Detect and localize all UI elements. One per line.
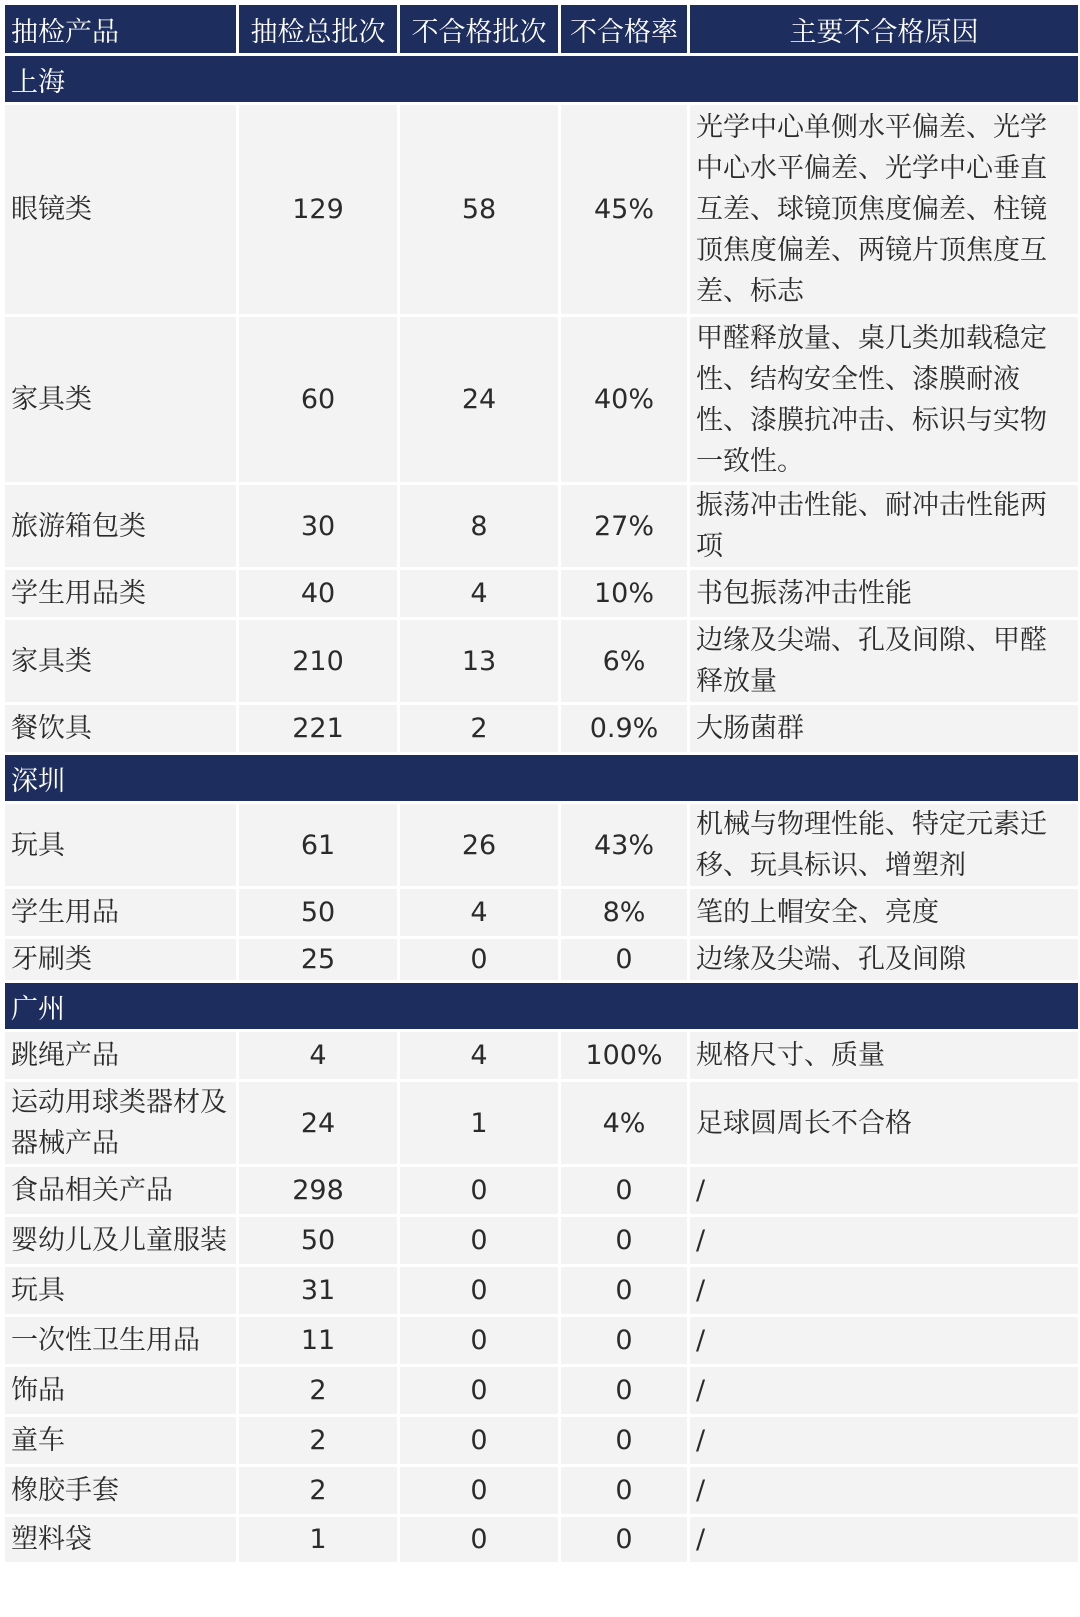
failure-rate-cell: 40% (561, 317, 687, 482)
product-cell: 橡胶手套 (5, 1467, 236, 1514)
product-cell: 一次性卫生用品 (5, 1317, 236, 1364)
product-cell: 童车 (5, 1417, 236, 1464)
region-label: 广州 (5, 983, 1078, 1029)
product-cell: 眼镜类 (5, 105, 236, 314)
failed-batches-cell: 13 (400, 620, 558, 702)
failed-batches-cell: 0 (400, 1167, 558, 1214)
failure-rate-cell: 100% (561, 1032, 687, 1079)
total-batches-cell: 129 (239, 105, 397, 314)
product-cell: 玩具 (5, 804, 236, 886)
reason-cell: 大肠菌群 (690, 705, 1078, 752)
header-row (5, 5, 1078, 53)
total-batches-cell: 298 (239, 1167, 397, 1214)
table-row (5, 1167, 1078, 1214)
total-batches-cell: 60 (239, 317, 397, 482)
failed-batches-cell: 0 (400, 1367, 558, 1414)
reason-cell: / (690, 1217, 1078, 1264)
failure-rate-cell: 6% (561, 620, 687, 702)
region-row (5, 56, 1078, 102)
header-failure-rate: 不合格率 (561, 5, 687, 53)
failed-batches-cell: 1 (400, 1082, 558, 1164)
product-cell: 跳绳产品 (5, 1032, 236, 1079)
header-total-batches: 抽检总批次 (239, 5, 397, 53)
failed-batches-cell: 0 (400, 1517, 558, 1562)
failure-rate-cell: 0 (561, 1217, 687, 1264)
table-row (5, 1417, 1078, 1464)
total-batches-cell: 4 (239, 1032, 397, 1079)
failed-batches-cell: 0 (400, 1217, 558, 1264)
header-failed-batches: 不合格批次 (400, 5, 558, 53)
total-batches-cell: 40 (239, 570, 397, 617)
failed-batches-cell: 4 (400, 889, 558, 936)
failure-rate-cell: 0.9% (561, 705, 687, 752)
total-batches-cell: 24 (239, 1082, 397, 1164)
failure-rate-cell: 10% (561, 570, 687, 617)
reason-cell: 机械与物理性能、特定元素迁移、玩具标识、增塑剂 (690, 804, 1078, 886)
total-batches-cell: 61 (239, 804, 397, 886)
failure-rate-cell: 0 (561, 1317, 687, 1364)
product-cell: 学生用品类 (5, 570, 236, 617)
table-row (5, 1467, 1078, 1514)
failed-batches-cell: 2 (400, 705, 558, 752)
reason-cell: 笔的上帽安全、亮度 (690, 889, 1078, 936)
failed-batches-cell: 0 (400, 1417, 558, 1464)
reason-cell: 甲醛释放量、桌几类加载稳定性、结构安全性、漆膜耐液性、漆膜抗冲击、标识与实物一致性。 (690, 317, 1078, 482)
region-row (5, 755, 1078, 801)
reason-cell: 规格尺寸、质量 (690, 1032, 1078, 1079)
table-row (5, 804, 1078, 886)
failure-rate-cell: 27% (561, 485, 687, 567)
inspection-table-container (2, 2, 1078, 1565)
inspection-table (2, 2, 1080, 1565)
product-cell: 餐饮具 (5, 705, 236, 752)
total-batches-cell: 11 (239, 1317, 397, 1364)
table-row (5, 1217, 1078, 1264)
reason-cell: / (690, 1467, 1078, 1514)
failed-batches-cell: 0 (400, 1467, 558, 1514)
table-row (5, 1367, 1078, 1414)
table-row (5, 1082, 1078, 1164)
table-row (5, 889, 1078, 936)
failed-batches-cell: 0 (400, 939, 558, 980)
failure-rate-cell: 0 (561, 939, 687, 980)
table-row (5, 1032, 1078, 1079)
header-product: 抽检产品 (5, 5, 236, 53)
total-batches-cell: 2 (239, 1467, 397, 1514)
failure-rate-cell: 43% (561, 804, 687, 886)
failed-batches-cell: 0 (400, 1317, 558, 1364)
failed-batches-cell: 8 (400, 485, 558, 567)
total-batches-cell: 30 (239, 485, 397, 567)
product-cell: 塑料袋 (5, 1517, 236, 1562)
table-row (5, 570, 1078, 617)
failure-rate-cell: 0 (561, 1167, 687, 1214)
reason-cell: / (690, 1267, 1078, 1314)
product-cell: 家具类 (5, 317, 236, 482)
product-cell: 旅游箱包类 (5, 485, 236, 567)
failure-rate-cell: 0 (561, 1267, 687, 1314)
reason-cell: 书包振荡冲击性能 (690, 570, 1078, 617)
table-row (5, 1267, 1078, 1314)
reason-cell: / (690, 1317, 1078, 1364)
reason-cell: 足球圆周长不合格 (690, 1082, 1078, 1164)
product-cell: 学生用品 (5, 889, 236, 936)
region-label: 上海 (5, 56, 1078, 102)
failure-rate-cell: 0 (561, 1517, 687, 1562)
total-batches-cell: 50 (239, 889, 397, 936)
table-row (5, 939, 1078, 980)
total-batches-cell: 2 (239, 1417, 397, 1464)
region-row (5, 983, 1078, 1029)
product-cell: 饰品 (5, 1367, 236, 1414)
table-row (5, 105, 1078, 314)
region-label: 深圳 (5, 755, 1078, 801)
reason-cell: 边缘及尖端、孔及间隙、甲醛释放量 (690, 620, 1078, 702)
table-row (5, 1517, 1078, 1562)
product-cell: 家具类 (5, 620, 236, 702)
product-cell: 牙刷类 (5, 939, 236, 980)
failure-rate-cell: 0 (561, 1417, 687, 1464)
table-row (5, 620, 1078, 702)
product-cell: 运动用球类器材及器械产品 (5, 1082, 236, 1164)
failed-batches-cell: 4 (400, 570, 558, 617)
total-batches-cell: 31 (239, 1267, 397, 1314)
failure-rate-cell: 0 (561, 1367, 687, 1414)
total-batches-cell: 50 (239, 1217, 397, 1264)
reason-cell: / (690, 1167, 1078, 1214)
total-batches-cell: 221 (239, 705, 397, 752)
failed-batches-cell: 26 (400, 804, 558, 886)
reason-cell: / (690, 1367, 1078, 1414)
product-cell: 食品相关产品 (5, 1167, 236, 1214)
failed-batches-cell: 4 (400, 1032, 558, 1079)
failed-batches-cell: 0 (400, 1267, 558, 1314)
reason-cell: / (690, 1517, 1078, 1562)
total-batches-cell: 1 (239, 1517, 397, 1562)
failure-rate-cell: 8% (561, 889, 687, 936)
total-batches-cell: 2 (239, 1367, 397, 1414)
table-row (5, 317, 1078, 482)
reason-cell: 边缘及尖端、孔及间隙 (690, 939, 1078, 980)
failed-batches-cell: 24 (400, 317, 558, 482)
failure-rate-cell: 45% (561, 105, 687, 314)
table-row (5, 485, 1078, 567)
failure-rate-cell: 4% (561, 1082, 687, 1164)
product-cell: 玩具 (5, 1267, 236, 1314)
failed-batches-cell: 58 (400, 105, 558, 314)
reason-cell: 振荡冲击性能、耐冲击性能两项 (690, 485, 1078, 567)
product-cell: 婴幼儿及儿童服装 (5, 1217, 236, 1264)
reason-cell: / (690, 1417, 1078, 1464)
reason-cell: 光学中心单侧水平偏差、光学中心水平偏差、光学中心垂直互差、球镜顶焦度偏差、柱镜顶焦度偏差、两镜片顶焦度互差、标志 (690, 105, 1078, 314)
table-row (5, 705, 1078, 752)
failure-rate-cell: 0 (561, 1467, 687, 1514)
table-row (5, 1317, 1078, 1364)
total-batches-cell: 25 (239, 939, 397, 980)
header-main-reason: 主要不合格原因 (690, 5, 1078, 53)
total-batches-cell: 210 (239, 620, 397, 702)
table-body (5, 56, 1078, 1562)
